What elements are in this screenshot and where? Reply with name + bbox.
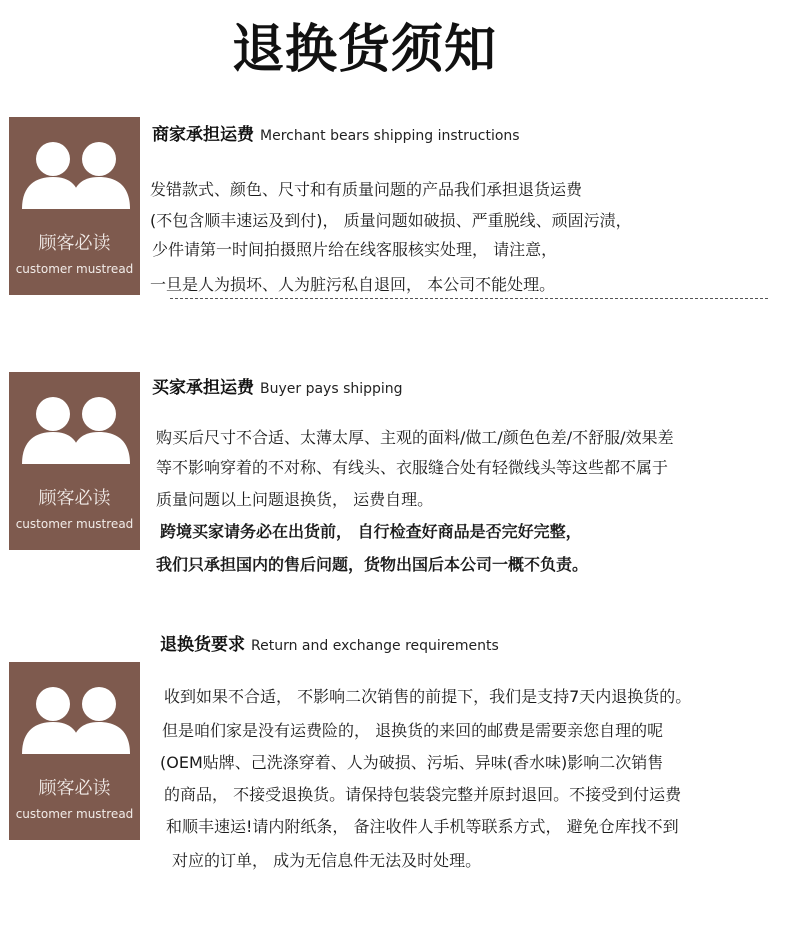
section-heading	[152, 373, 403, 398]
section-heading	[160, 630, 499, 655]
text-line: 发错款式、颜色、尺寸和有质量问题的产品我们承担退货运费	[150, 180, 583, 199]
badge-label-en: customer mustread	[15, 807, 134, 821]
text-line: 购买后尺寸不合适、太薄太厚、主观的面料/做工/颜色色差/不舒服/效果差	[156, 428, 674, 447]
text-line: 但是咱们家是没有运费险的， 退换货的来回的邮费是需要亲您自理的呢	[162, 721, 664, 740]
section-heading-cn: 退换货要求	[160, 635, 245, 655]
badge-label-cn: 顾客必读	[38, 233, 111, 254]
customer-notice-badge	[9, 117, 140, 295]
text-line: 对应的订单， 成为无信息件无法及时处理。	[172, 851, 482, 870]
badge-label-en: customer mustread	[15, 262, 134, 276]
section-heading-en: Buyer pays shipping	[260, 381, 403, 397]
section-heading-cn: 商家承担运费	[152, 125, 254, 145]
customer-notice-badge	[9, 372, 140, 550]
page-title: 退换货须知	[232, 20, 498, 80]
badge-label-en: customer mustread	[15, 517, 134, 531]
highlight-line: 我们只承担国内的售后问题，货物出国后本公司一概不负责。	[156, 555, 589, 574]
badge-label-cn: 顾客必读	[38, 488, 111, 509]
text-line: 等不影响穿着的不对称、有线头、衣服缝合处有轻微线头等这些都不属于	[156, 458, 669, 477]
text-line: 收到如果不合适， 不影响二次销售的前提下，我们是支持7天内退换货的。	[164, 687, 692, 706]
highlight-line: 跨境买家请务必在出货前， 自行检查好商品是否完好完整，	[160, 522, 582, 541]
text-line: (OEM贴牌、己洗涤穿着、人为破损、污垢、异味(香水味)影响二次销售	[160, 753, 664, 772]
badge-label-cn: 顾客必读	[38, 778, 111, 799]
text-line: (不包含顺丰速运及到付)， 质量问题如破损、严重脱线、顽固污渍，	[150, 211, 632, 230]
section-heading-en: Return and exchange requirements	[251, 638, 499, 654]
users-icon	[20, 394, 131, 466]
users-icon	[20, 684, 131, 756]
text-line: 和顺丰速运!请内附纸条， 备注收件人手机等联系方式， 避免仓库找不到	[166, 817, 679, 836]
section-heading	[152, 120, 520, 145]
customer-notice-badge	[9, 662, 140, 840]
text-line: 少件请第一时间拍摄照片给在线客服核实处理， 请注意，	[152, 240, 558, 259]
text-line: 一旦是人为损坏、人为脏污私自退回， 本公司不能处理。	[150, 275, 556, 294]
section-heading-en: Merchant bears shipping instructions	[260, 128, 520, 144]
text-line: 的商品， 不接受退换货。请保持包装袋完整并原封退回。不接受到付运费	[164, 785, 682, 804]
divider	[170, 298, 768, 299]
section-heading-cn: 买家承担运费	[152, 378, 254, 398]
text-line: 质量问题以上问题退换货， 运费自理。	[156, 490, 434, 509]
users-icon	[20, 139, 131, 211]
